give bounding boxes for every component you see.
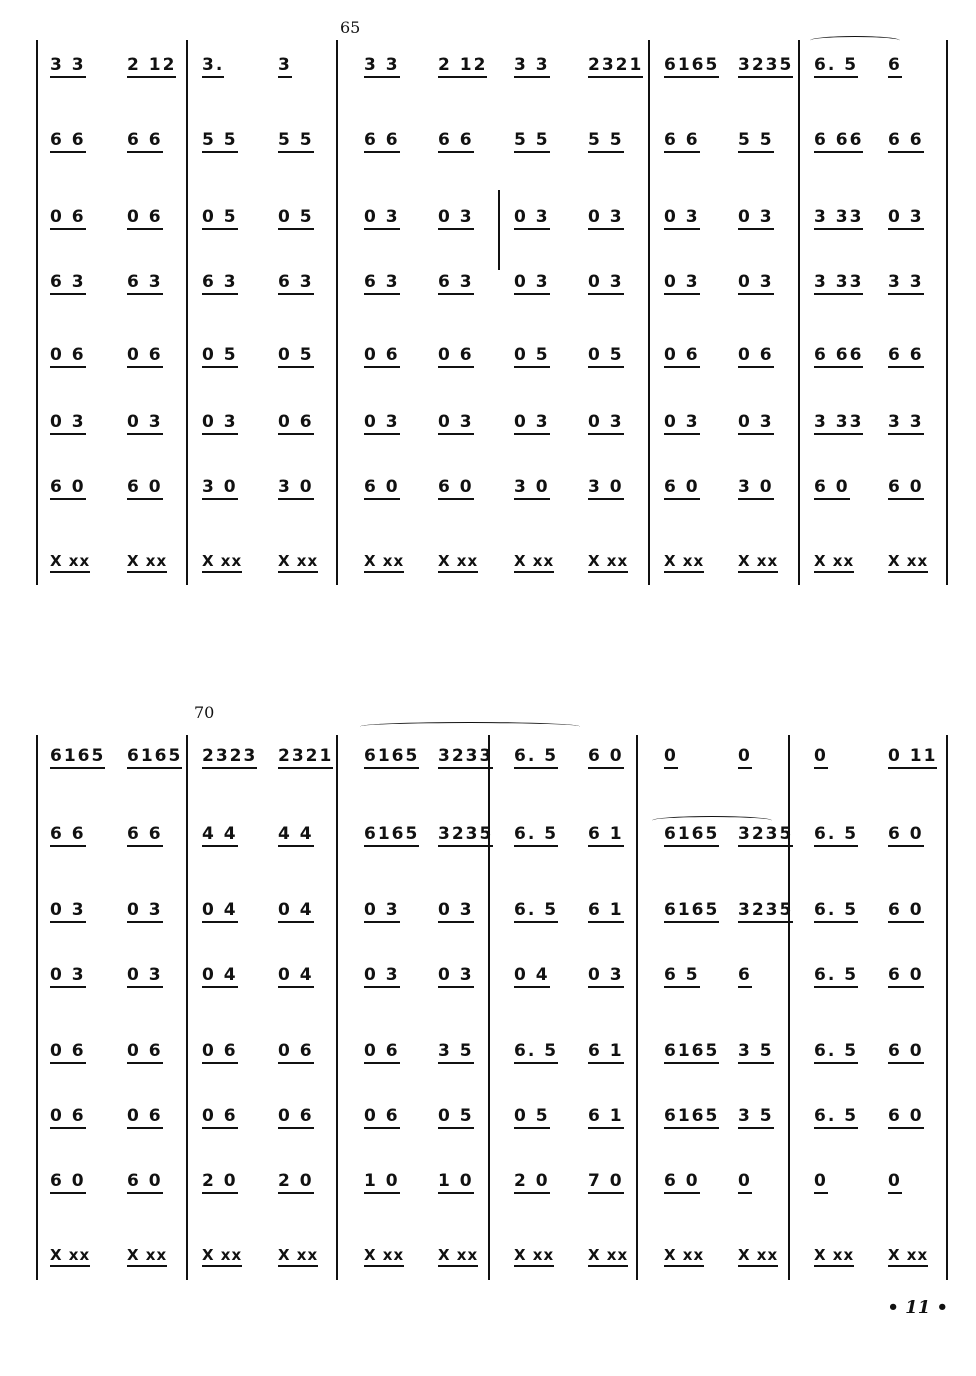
note-cell: 6165 — [364, 824, 424, 844]
note-cell: 0 6 — [364, 345, 424, 365]
note-cell: 6 0 — [664, 477, 724, 497]
note-cell: 6 6 — [364, 130, 424, 150]
note-cell: 6 1 — [588, 900, 648, 920]
note-cell: 6165 — [664, 824, 724, 844]
note-cell: 6 0 — [50, 1171, 110, 1191]
note-cell: 0 6 — [278, 1041, 338, 1061]
note-cell: 0 4 — [202, 900, 262, 920]
slur — [810, 36, 900, 45]
note-cell: 6. 5 — [814, 900, 874, 920]
note-cell: 3233 — [438, 746, 498, 766]
barline — [488, 735, 490, 1280]
percussion-cell: X xx — [738, 1246, 798, 1264]
note-cell: 0 3 — [438, 965, 498, 985]
note-cell: 6165 — [664, 1106, 724, 1126]
percussion-cell: X xx — [278, 552, 338, 570]
note-cell: 5 5 — [202, 130, 262, 150]
system-brace — [36, 735, 38, 1280]
percussion-cell: X xx — [202, 1246, 262, 1264]
barline — [498, 190, 500, 270]
percussion-cell: X xx — [588, 552, 648, 570]
note-cell: 0 5 — [438, 1106, 498, 1126]
note-cell: 0 3 — [202, 412, 262, 432]
note-cell: 3 5 — [738, 1041, 798, 1061]
note-cell: 0 — [738, 1171, 798, 1191]
note-cell: 6. 5 — [514, 1041, 574, 1061]
note-cell: 3 0 — [278, 477, 338, 497]
note-cell: 2 12 — [127, 55, 187, 75]
note-cell: 6. 5 — [514, 746, 574, 766]
note-cell: 3 0 — [738, 477, 798, 497]
note-cell: 0 3 — [588, 412, 648, 432]
note-cell: 0 4 — [514, 965, 574, 985]
note-cell: 0 3 — [664, 272, 724, 292]
note-cell: 0 3 — [738, 412, 798, 432]
note-cell: 0 3 — [438, 412, 498, 432]
note-cell: 3 3 — [514, 55, 574, 75]
percussion-cell: X xx — [514, 1246, 574, 1264]
note-cell: 6 3 — [364, 272, 424, 292]
note-cell: 6 3 — [438, 272, 498, 292]
note-cell: 6 1 — [588, 824, 648, 844]
note-cell: 6 6 — [50, 130, 110, 150]
note-cell: 0 6 — [364, 1041, 424, 1061]
note-cell: 0 6 — [50, 345, 110, 365]
percussion-cell: X xx — [127, 552, 187, 570]
note-cell: 0 6 — [50, 1041, 110, 1061]
note-cell: 2323 — [202, 746, 262, 766]
note-cell: 0 3 — [514, 412, 574, 432]
note-cell: 6 6 — [888, 345, 948, 365]
note-cell: 6 0 — [127, 1171, 187, 1191]
note-cell: 6. 5 — [514, 900, 574, 920]
barline — [798, 40, 800, 585]
note-cell: 0 3 — [514, 272, 574, 292]
note-cell: 3 0 — [588, 477, 648, 497]
percussion-cell: X xx — [664, 552, 724, 570]
note-cell: 0 3 — [738, 207, 798, 227]
note-cell: 0 3 — [50, 412, 110, 432]
note-cell: 0 3 — [438, 207, 498, 227]
note-cell: 0 6 — [202, 1041, 262, 1061]
note-cell: 6 5 — [664, 965, 724, 985]
percussion-cell: X xx — [814, 552, 874, 570]
note-cell: 6 1 — [588, 1041, 648, 1061]
barline — [336, 40, 338, 585]
note-cell: 3235 — [438, 824, 498, 844]
percussion-cell: X xx — [364, 1246, 424, 1264]
note-cell: 0 3 — [664, 412, 724, 432]
note-cell: 3 — [278, 55, 338, 75]
note-cell: 3 33 — [814, 272, 874, 292]
note-cell: 0 — [664, 746, 724, 766]
note-cell: 6 — [888, 55, 948, 75]
note-cell: 0 5 — [202, 207, 262, 227]
note-cell: 0 3 — [127, 965, 187, 985]
note-cell: 5 5 — [588, 130, 648, 150]
note-cell: 3235 — [738, 824, 798, 844]
note-cell: 0 11 — [888, 746, 948, 766]
note-cell: 3 33 — [814, 412, 874, 432]
note-cell: 3 3 — [888, 412, 948, 432]
note-cell: 6 0 — [888, 1041, 948, 1061]
page-number: • 11 • — [887, 1297, 948, 1318]
measure-number-70: 70 — [194, 703, 215, 722]
note-cell: 0 5 — [514, 345, 574, 365]
note-cell: 6 0 — [664, 1171, 724, 1191]
note-cell: 2 12 — [438, 55, 498, 75]
barline — [788, 735, 790, 1280]
note-cell: 6165 — [664, 55, 724, 75]
note-cell: 4 4 — [202, 824, 262, 844]
note-cell: 0 3 — [127, 900, 187, 920]
note-cell: 6165 — [664, 900, 724, 920]
note-cell: 7 0 — [588, 1171, 648, 1191]
note-cell: 3 3 — [888, 272, 948, 292]
note-cell: 0 3 — [364, 965, 424, 985]
note-cell: 0 5 — [278, 207, 338, 227]
note-cell: 4 4 — [278, 824, 338, 844]
note-cell: 6. 5 — [814, 1106, 874, 1126]
note-cell: 0 6 — [438, 345, 498, 365]
barline — [186, 40, 188, 585]
note-cell: 6 0 — [888, 965, 948, 985]
note-cell: 6 0 — [888, 824, 948, 844]
note-cell: 2 0 — [278, 1171, 338, 1191]
note-cell: 6 0 — [127, 477, 187, 497]
note-cell: 0 6 — [278, 412, 338, 432]
note-cell: 6 66 — [814, 345, 874, 365]
percussion-cell: X xx — [738, 552, 798, 570]
percussion-cell: X xx — [438, 552, 498, 570]
note-cell: 0 3 — [738, 272, 798, 292]
note-cell: 3235 — [738, 900, 798, 920]
note-cell: 0 3 — [50, 965, 110, 985]
note-cell: 6 0 — [888, 1106, 948, 1126]
note-cell: 6 6 — [438, 130, 498, 150]
note-cell: 2 0 — [514, 1171, 574, 1191]
note-cell: 0 — [888, 1171, 948, 1191]
percussion-cell: X xx — [664, 1246, 724, 1264]
note-cell: 6 — [738, 965, 798, 985]
note-cell: 6165 — [364, 746, 424, 766]
percussion-cell: X xx — [888, 1246, 948, 1264]
note-cell: 6. 5 — [814, 824, 874, 844]
note-cell: 0 3 — [364, 207, 424, 227]
note-cell: 0 4 — [278, 900, 338, 920]
note-cell: 0 6 — [738, 345, 798, 365]
note-cell: 2321 — [278, 746, 338, 766]
note-cell: 0 6 — [364, 1106, 424, 1126]
note-cell: 3 33 — [814, 207, 874, 227]
note-cell: 0 3 — [127, 412, 187, 432]
note-cell: 2321 — [588, 55, 648, 75]
note-cell: 3. — [202, 55, 262, 75]
note-cell: 0 6 — [127, 1106, 187, 1126]
note-cell: 6. 5 — [514, 824, 574, 844]
note-cell: 6 3 — [202, 272, 262, 292]
note-cell: 0 6 — [664, 345, 724, 365]
percussion-cell: X xx — [50, 552, 110, 570]
note-cell: 0 3 — [438, 900, 498, 920]
note-cell: 1 0 — [364, 1171, 424, 1191]
note-cell: 6 3 — [278, 272, 338, 292]
note-cell: 0 6 — [127, 207, 187, 227]
note-cell: 6 0 — [364, 477, 424, 497]
note-cell: 0 6 — [127, 1041, 187, 1061]
note-cell: 3 0 — [514, 477, 574, 497]
note-cell: 3 3 — [50, 55, 110, 75]
note-cell: 0 5 — [202, 345, 262, 365]
note-cell: 6 0 — [888, 477, 948, 497]
note-cell: 0 3 — [50, 900, 110, 920]
note-cell: 1 0 — [438, 1171, 498, 1191]
barline — [336, 735, 338, 1280]
note-cell: 6 6 — [50, 824, 110, 844]
note-cell: 0 6 — [127, 345, 187, 365]
note-cell: 0 4 — [278, 965, 338, 985]
note-cell: 0 3 — [364, 900, 424, 920]
note-cell: 5 5 — [278, 130, 338, 150]
system-brace — [36, 40, 38, 585]
note-cell: 2 0 — [202, 1171, 262, 1191]
barline — [186, 735, 188, 1280]
note-cell: 0 3 — [588, 272, 648, 292]
note-cell: 6 0 — [50, 477, 110, 497]
note-cell: 3 5 — [738, 1106, 798, 1126]
note-cell: 0 — [738, 746, 798, 766]
note-cell: 0 — [814, 746, 874, 766]
note-cell: 0 5 — [588, 345, 648, 365]
percussion-cell: X xx — [438, 1246, 498, 1264]
note-cell: 6 6 — [127, 824, 187, 844]
note-cell: 0 6 — [202, 1106, 262, 1126]
barline — [636, 735, 638, 1280]
percussion-cell: X xx — [588, 1246, 648, 1264]
note-cell: 6165 — [127, 746, 187, 766]
percussion-cell: X xx — [514, 552, 574, 570]
note-cell: 0 3 — [588, 207, 648, 227]
barline — [648, 40, 650, 585]
note-cell: 5 5 — [514, 130, 574, 150]
percussion-cell: X xx — [364, 552, 424, 570]
note-cell: 6165 — [50, 746, 110, 766]
barline — [946, 735, 948, 1280]
note-cell: 3 5 — [438, 1041, 498, 1061]
measure-number-65: 65 — [340, 18, 361, 37]
note-cell: 6 3 — [127, 272, 187, 292]
note-cell: 0 — [814, 1171, 874, 1191]
percussion-cell: X xx — [127, 1246, 187, 1264]
note-cell: 0 5 — [514, 1106, 574, 1126]
note-cell: 6 66 — [814, 130, 874, 150]
note-cell: 6. 5 — [814, 965, 874, 985]
note-cell: 0 6 — [50, 1106, 110, 1126]
note-cell: 6 0 — [438, 477, 498, 497]
note-cell: 5 5 — [738, 130, 798, 150]
note-cell: 6 0 — [588, 746, 648, 766]
note-cell: 6 0 — [814, 477, 874, 497]
note-cell: 6 6 — [664, 130, 724, 150]
note-cell: 0 5 — [278, 345, 338, 365]
note-cell: 0 4 — [202, 965, 262, 985]
note-cell: 0 6 — [50, 207, 110, 227]
note-cell: 6 1 — [588, 1106, 648, 1126]
note-cell: 6 0 — [888, 900, 948, 920]
percussion-cell: X xx — [888, 552, 948, 570]
note-cell: 3235 — [738, 55, 798, 75]
note-cell: 6. 5 — [814, 1041, 874, 1061]
percussion-cell: X xx — [50, 1246, 110, 1264]
note-cell: 0 3 — [588, 965, 648, 985]
slur — [360, 722, 580, 731]
percussion-cell: X xx — [278, 1246, 338, 1264]
note-cell: 0 3 — [888, 207, 948, 227]
note-cell: 3 0 — [202, 477, 262, 497]
percussion-cell: X xx — [202, 552, 262, 570]
note-cell: 6165 — [664, 1041, 724, 1061]
note-cell: 6 6 — [888, 130, 948, 150]
note-cell: 6. 5 — [814, 55, 874, 75]
note-cell: 6 6 — [127, 130, 187, 150]
note-cell: 0 3 — [664, 207, 724, 227]
note-cell: 0 3 — [514, 207, 574, 227]
note-cell: 6 3 — [50, 272, 110, 292]
note-cell: 0 6 — [278, 1106, 338, 1126]
note-cell: 3 3 — [364, 55, 424, 75]
percussion-cell: X xx — [814, 1246, 874, 1264]
barline — [946, 40, 948, 585]
note-cell: 0 3 — [364, 412, 424, 432]
